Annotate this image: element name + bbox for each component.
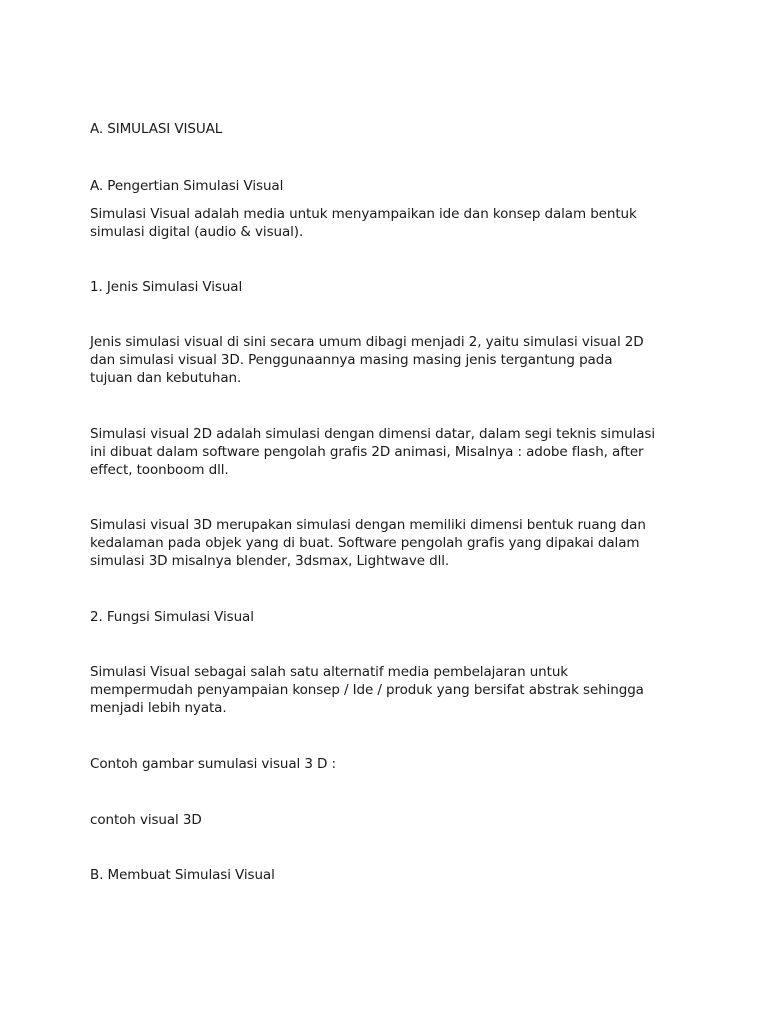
subsection-title: A. Pengertian Simulasi Visual bbox=[90, 178, 284, 194]
example-intro: Contoh gambar sumulasi visual 3 D : bbox=[90, 756, 336, 772]
definition-paragraph: Simulasi Visual adalah media untuk menyampaikan ide dan konsep dalam bentuk simulasi digital (audio & visual). bbox=[90, 206, 637, 241]
example-caption: contoh visual 3D bbox=[90, 812, 202, 828]
paragraph-3d: Simulasi visual 3D merupakan simulasi dengan memiliki dimensi bentuk ruang dan kedalaman pada objek yang di buat. Software pengolah grafis yang dipakai dalam simulasi 3D misalnya blender, 3dsmax, Lightwave dll. bbox=[90, 517, 646, 570]
heading-jenis: 1. Jenis Simulasi Visual bbox=[90, 279, 243, 295]
paragraph-fungsi: Simulasi Visual sebagai salah satu alternatif media pembelajaran untuk mempermudah penyampaian konsep / Ide / produk yang bersifat abstrak sehingga menjadi lebih nyata. bbox=[90, 664, 644, 717]
heading-fungsi: 2. Fungsi Simulasi Visual bbox=[90, 609, 254, 625]
section-title: A. SIMULASI VISUAL bbox=[90, 121, 223, 137]
paragraph-2d: Simulasi visual 2D adalah simulasi dengan dimensi datar, dalam segi teknis simulasi ini dibuat dalam software pengolah grafis 2D animasi, Misalnya : adobe flash, after effect, toonboom dll. bbox=[90, 426, 655, 479]
paragraph-jenis: Jenis simulasi visual di sini secara umum dibagi menjadi 2, yaitu simulasi visual 2D dan simulasi visual 3D. Penggunaannya masing masing jenis tergantung pada tujuan dan kebutuhan. bbox=[90, 334, 644, 387]
heading-membuat: B. Membuat Simulasi Visual bbox=[90, 867, 275, 883]
